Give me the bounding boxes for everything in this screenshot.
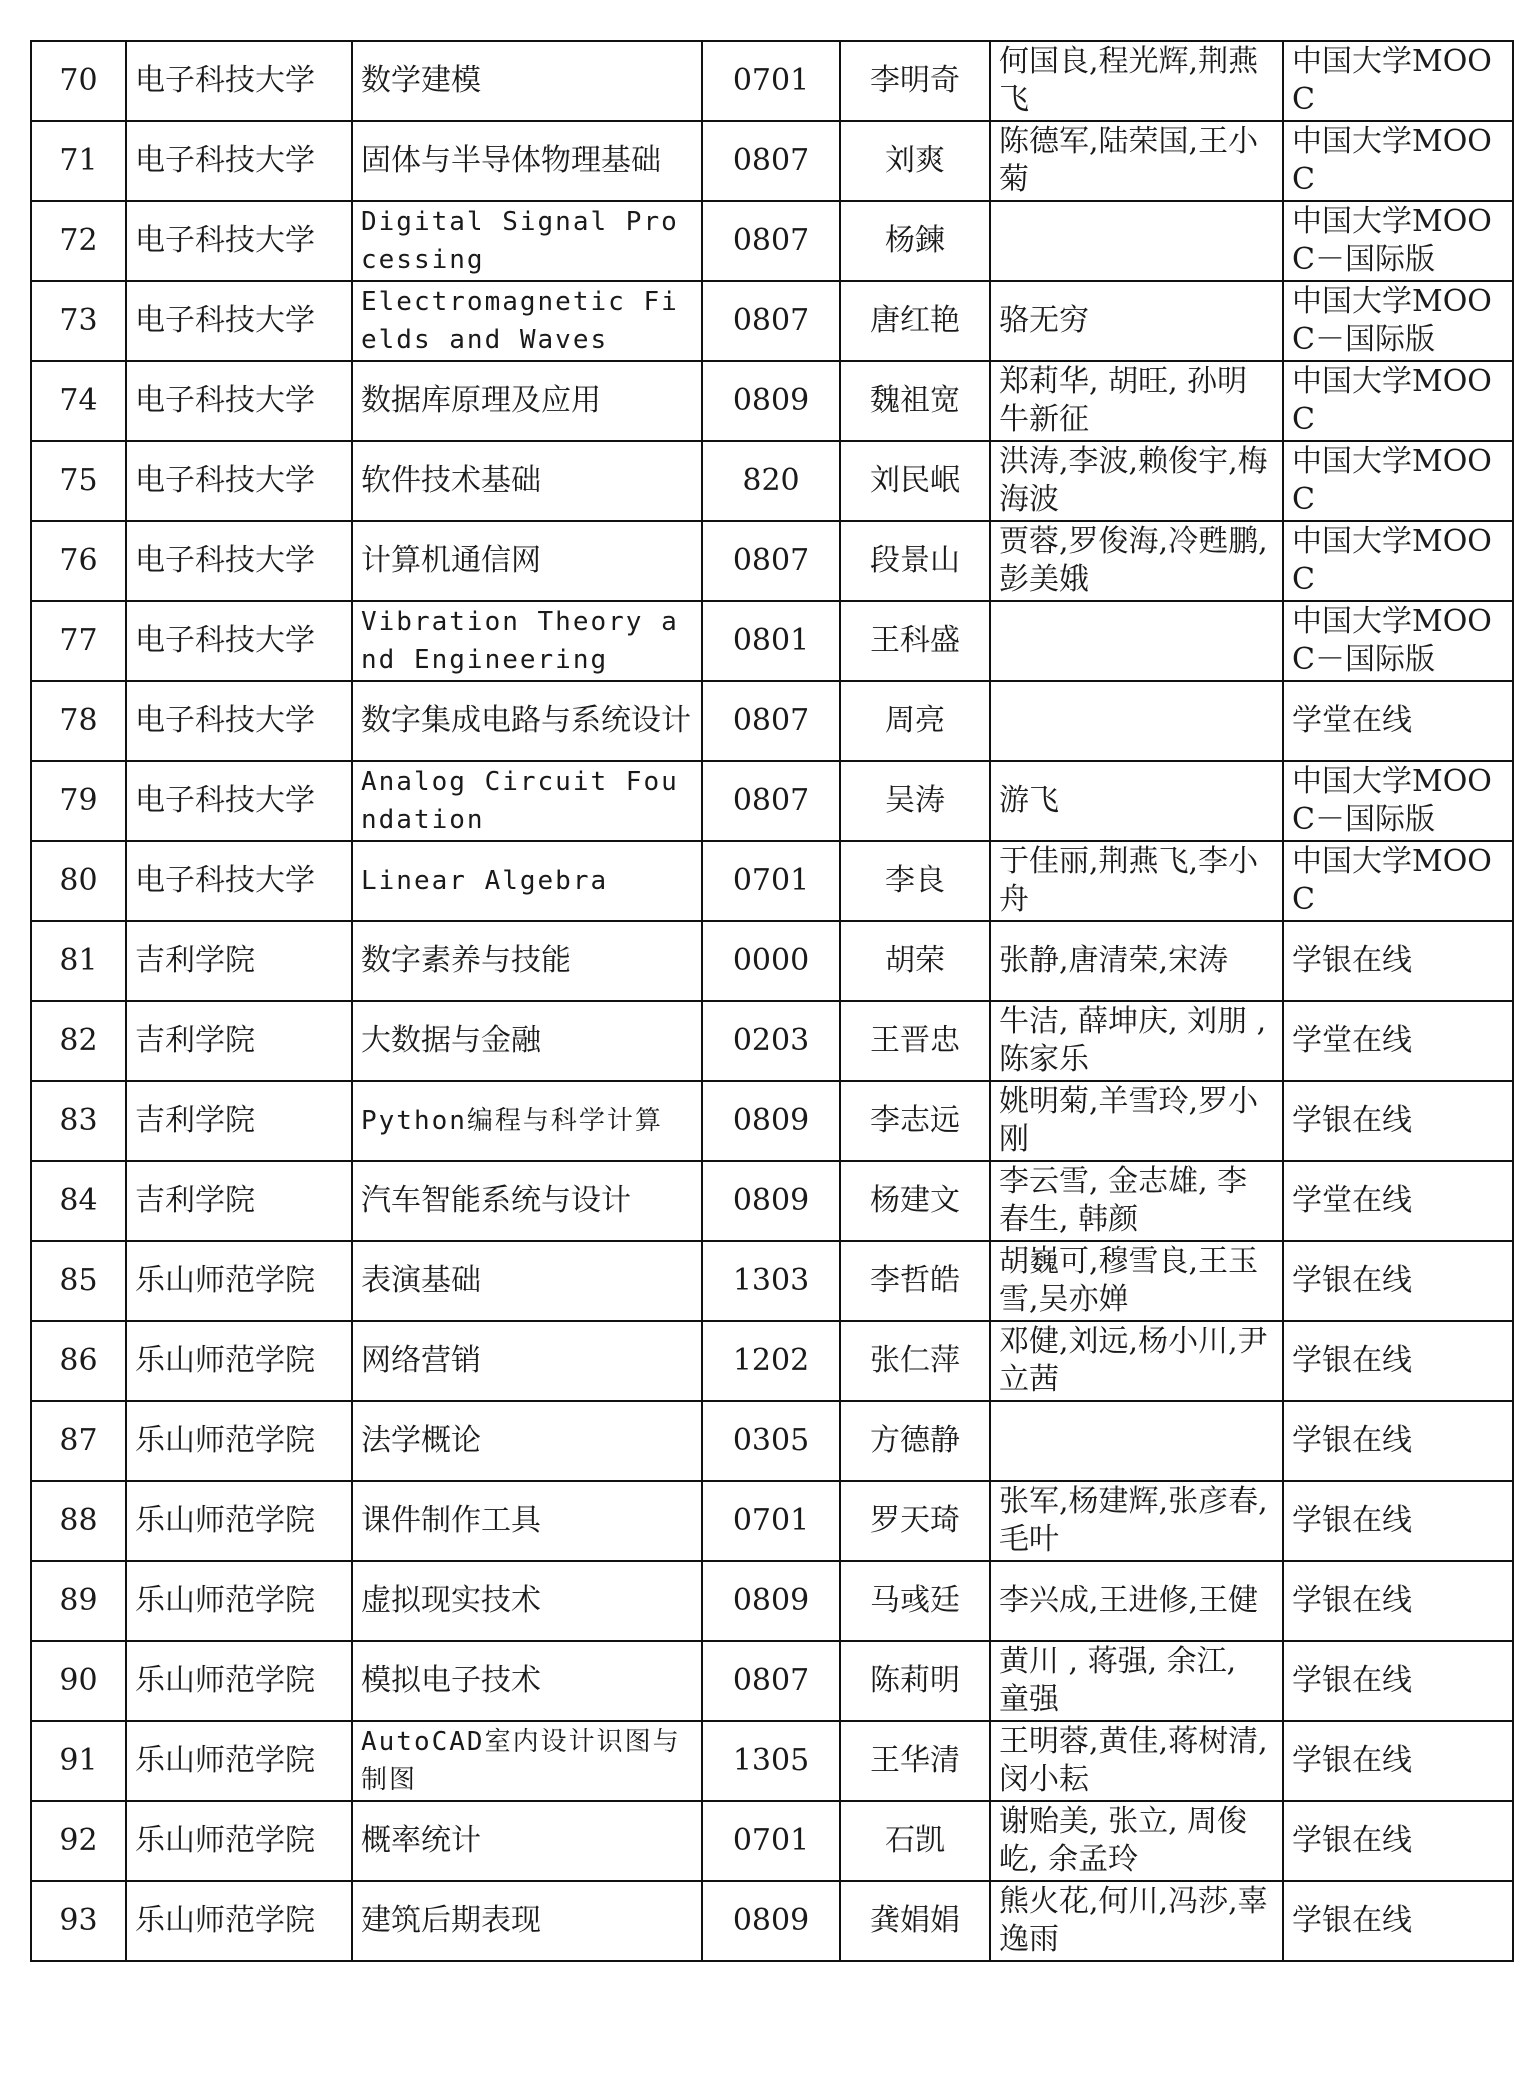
platform-name: 学银在线 <box>1283 1881 1513 1961</box>
subject-code: 0807 <box>702 121 840 201</box>
course-name: 计算机通信网 <box>352 521 702 601</box>
row-number: 89 <box>31 1561 126 1641</box>
team-members <box>990 201 1283 281</box>
school-name: 乐山师范学院 <box>126 1641 352 1721</box>
subject-code: 1305 <box>702 1721 840 1801</box>
team-members: 陈德军,陆荣国,王小菊 <box>990 121 1283 201</box>
course-leader: 龚娟娟 <box>840 1881 990 1961</box>
team-members: 洪涛,李波,赖俊宇,梅海波 <box>990 441 1283 521</box>
subject-code: 0000 <box>702 921 840 1001</box>
course-leader: 李志远 <box>840 1081 990 1161</box>
row-number: 92 <box>31 1801 126 1881</box>
table-row <box>31 921 1513 1001</box>
course-leader: 罗天琦 <box>840 1481 990 1561</box>
platform-name: 学银在线 <box>1283 1561 1513 1641</box>
team-members: 何国良,程光辉,荆燕飞 <box>990 41 1283 121</box>
platform-name: 学银在线 <box>1283 1721 1513 1801</box>
course-name: Digital Signal Processing <box>352 201 702 281</box>
course-name: 模拟电子技术 <box>352 1641 702 1721</box>
subject-code: 0809 <box>702 361 840 441</box>
platform-name: 中国大学MOOC <box>1283 521 1513 601</box>
course-name: 虚拟现实技术 <box>352 1561 702 1641</box>
course-leader: 张仁萍 <box>840 1321 990 1401</box>
team-members: 骆无穷 <box>990 281 1283 361</box>
platform-name: 学银在线 <box>1283 1641 1513 1721</box>
subject-code: 0809 <box>702 1561 840 1641</box>
platform-name: 中国大学MOOC <box>1283 41 1513 121</box>
subject-code: 0809 <box>702 1081 840 1161</box>
team-members: 贾蓉,罗俊海,冷甦鹏,彭美娥 <box>990 521 1283 601</box>
subject-code: 0701 <box>702 41 840 121</box>
team-members: 张静,唐清荣,宋涛 <box>990 921 1283 1001</box>
row-number: 87 <box>31 1401 126 1481</box>
school-name: 乐山师范学院 <box>126 1401 352 1481</box>
platform-name: 学银在线 <box>1283 921 1513 1001</box>
table-row <box>31 1481 1513 1561</box>
course-leader: 杨建文 <box>840 1161 990 1241</box>
subject-code: 0807 <box>702 281 840 361</box>
table-row <box>31 761 1513 841</box>
course-leader: 李良 <box>840 841 990 921</box>
team-members: 牛洁, 薛坤庆, 刘朋 , 陈家乐 <box>990 1001 1283 1081</box>
subject-code: 0305 <box>702 1401 840 1481</box>
platform-name: 学银在线 <box>1283 1321 1513 1401</box>
team-members: 李兴成,王进修,王健 <box>990 1561 1283 1641</box>
platform-name: 中国大学MOOC <box>1283 841 1513 921</box>
school-name: 电子科技大学 <box>126 361 352 441</box>
course-name: 大数据与金融 <box>352 1001 702 1081</box>
platform-name: 学银在线 <box>1283 1401 1513 1481</box>
course-leader: 石凯 <box>840 1801 990 1881</box>
course-leader: 唐红艳 <box>840 281 990 361</box>
course-leader: 胡荣 <box>840 921 990 1001</box>
school-name: 电子科技大学 <box>126 681 352 761</box>
school-name: 电子科技大学 <box>126 601 352 681</box>
subject-code: 0203 <box>702 1001 840 1081</box>
subject-code: 0801 <box>702 601 840 681</box>
team-members: 李云雪, 金志雄, 李春生, 韩颜 <box>990 1161 1283 1241</box>
course-leader: 刘民岷 <box>840 441 990 521</box>
school-name: 乐山师范学院 <box>126 1881 352 1961</box>
course-leader: 周亮 <box>840 681 990 761</box>
platform-name: 中国大学MOOC <box>1283 441 1513 521</box>
team-members <box>990 1401 1283 1481</box>
row-number: 75 <box>31 441 126 521</box>
table-row <box>31 201 1513 281</box>
table-row <box>31 1081 1513 1161</box>
subject-code: 820 <box>702 441 840 521</box>
row-number: 79 <box>31 761 126 841</box>
course-name: Python编程与科学计算 <box>352 1081 702 1161</box>
row-number: 83 <box>31 1081 126 1161</box>
table-body <box>31 41 1513 1961</box>
table-row <box>31 1881 1513 1961</box>
subject-code: 0809 <box>702 1881 840 1961</box>
course-leader: 杨鍊 <box>840 201 990 281</box>
table-row <box>31 41 1513 121</box>
subject-code: 0807 <box>702 1641 840 1721</box>
table-row <box>31 521 1513 601</box>
table-row <box>31 601 1513 681</box>
team-members: 游飞 <box>990 761 1283 841</box>
course-leader: 吴涛 <box>840 761 990 841</box>
row-number: 72 <box>31 201 126 281</box>
table-row <box>31 281 1513 361</box>
row-number: 82 <box>31 1001 126 1081</box>
row-number: 91 <box>31 1721 126 1801</box>
course-leader: 李哲皓 <box>840 1241 990 1321</box>
row-number: 80 <box>31 841 126 921</box>
subject-code: 0807 <box>702 201 840 281</box>
course-leader: 王科盛 <box>840 601 990 681</box>
platform-name: 中国大学MOOC－国际版 <box>1283 201 1513 281</box>
school-name: 电子科技大学 <box>126 201 352 281</box>
team-members: 黄川 , 蒋强, 余江, 童强 <box>990 1641 1283 1721</box>
course-leader: 刘爽 <box>840 121 990 201</box>
course-name: 数据库原理及应用 <box>352 361 702 441</box>
subject-code: 1202 <box>702 1321 840 1401</box>
row-number: 86 <box>31 1321 126 1401</box>
platform-name: 中国大学MOOC <box>1283 121 1513 201</box>
school-name: 吉利学院 <box>126 921 352 1001</box>
row-number: 81 <box>31 921 126 1001</box>
team-members: 邓健,刘远,杨小川,尹立茜 <box>990 1321 1283 1401</box>
table-row <box>31 1721 1513 1801</box>
course-name: Vibration Theory and Engineering <box>352 601 702 681</box>
course-name: 数字素养与技能 <box>352 921 702 1001</box>
course-leader: 李明奇 <box>840 41 990 121</box>
course-name: Linear Algebra <box>352 841 702 921</box>
team-members: 于佳丽,荆燕飞,李小舟 <box>990 841 1283 921</box>
row-number: 73 <box>31 281 126 361</box>
platform-name: 中国大学MOOC－国际版 <box>1283 281 1513 361</box>
platform-name: 中国大学MOOC－国际版 <box>1283 601 1513 681</box>
team-members <box>990 601 1283 681</box>
course-name: 数学建模 <box>352 41 702 121</box>
team-members: 姚明菊,羊雪玲,罗小刚 <box>990 1081 1283 1161</box>
row-number: 76 <box>31 521 126 601</box>
row-number: 78 <box>31 681 126 761</box>
platform-name: 学堂在线 <box>1283 1161 1513 1241</box>
course-name: 建筑后期表现 <box>352 1881 702 1961</box>
subject-code: 0807 <box>702 521 840 601</box>
row-number: 90 <box>31 1641 126 1721</box>
team-members: 谢贻美, 张立, 周俊屹, 余孟玲 <box>990 1801 1283 1881</box>
school-name: 吉利学院 <box>126 1161 352 1241</box>
course-leader: 魏祖宽 <box>840 361 990 441</box>
course-name: 汽车智能系统与设计 <box>352 1161 702 1241</box>
school-name: 乐山师范学院 <box>126 1561 352 1641</box>
table-row <box>31 1401 1513 1481</box>
table-row <box>31 1641 1513 1721</box>
school-name: 电子科技大学 <box>126 441 352 521</box>
school-name: 乐山师范学院 <box>126 1241 352 1321</box>
school-name: 乐山师范学院 <box>126 1481 352 1561</box>
subject-code: 0701 <box>702 1801 840 1881</box>
team-members: 张军,杨建辉,张彦春,毛叶 <box>990 1481 1283 1561</box>
course-name: 网络营销 <box>352 1321 702 1401</box>
table-row <box>31 1001 1513 1081</box>
platform-name: 中国大学MOOC <box>1283 361 1513 441</box>
subject-code: 0807 <box>702 681 840 761</box>
team-members <box>990 681 1283 761</box>
school-name: 乐山师范学院 <box>126 1801 352 1881</box>
table-row <box>31 1801 1513 1881</box>
subject-code: 0807 <box>702 761 840 841</box>
table-row <box>31 361 1513 441</box>
course-name: 法学概论 <box>352 1401 702 1481</box>
table-row <box>31 441 1513 521</box>
table-row <box>31 1241 1513 1321</box>
table-row <box>31 681 1513 761</box>
course-leader: 马彧廷 <box>840 1561 990 1641</box>
platform-name: 中国大学MOOC－国际版 <box>1283 761 1513 841</box>
course-leader: 王晋忠 <box>840 1001 990 1081</box>
course-name: 课件制作工具 <box>352 1481 702 1561</box>
team-members: 王明蓉,黄佳,蒋树清,闵小耘 <box>990 1721 1283 1801</box>
platform-name: 学银在线 <box>1283 1241 1513 1321</box>
course-name: Analog Circuit Foundation <box>352 761 702 841</box>
team-members: 郑莉华, 胡旺, 孙明 牛新征 <box>990 361 1283 441</box>
course-leader: 段景山 <box>840 521 990 601</box>
platform-name: 学银在线 <box>1283 1481 1513 1561</box>
school-name: 电子科技大学 <box>126 281 352 361</box>
row-number: 74 <box>31 361 126 441</box>
course-leader: 陈莉明 <box>840 1641 990 1721</box>
row-number: 88 <box>31 1481 126 1561</box>
platform-name: 学堂在线 <box>1283 681 1513 761</box>
table-row <box>31 121 1513 201</box>
course-leader: 方德静 <box>840 1401 990 1481</box>
subject-code: 0701 <box>702 841 840 921</box>
row-number: 70 <box>31 41 126 121</box>
row-number: 71 <box>31 121 126 201</box>
row-number: 85 <box>31 1241 126 1321</box>
course-leader: 王华清 <box>840 1721 990 1801</box>
platform-name: 学银在线 <box>1283 1801 1513 1881</box>
course-name: AutoCAD室内设计识图与制图 <box>352 1721 702 1801</box>
school-name: 电子科技大学 <box>126 841 352 921</box>
school-name: 乐山师范学院 <box>126 1721 352 1801</box>
course-name: 表演基础 <box>352 1241 702 1321</box>
platform-name: 学银在线 <box>1283 1081 1513 1161</box>
course-name: 固体与半导体物理基础 <box>352 121 702 201</box>
school-name: 吉利学院 <box>126 1081 352 1161</box>
course-name: Electromagnetic Fields and Waves <box>352 281 702 361</box>
platform-name: 学堂在线 <box>1283 1001 1513 1081</box>
course-table <box>30 40 1514 1962</box>
table-row <box>31 1561 1513 1641</box>
course-name: 数字集成电路与系统设计 <box>352 681 702 761</box>
subject-code: 1303 <box>702 1241 840 1321</box>
row-number: 84 <box>31 1161 126 1241</box>
table-row <box>31 841 1513 921</box>
table-row <box>31 1321 1513 1401</box>
row-number: 77 <box>31 601 126 681</box>
team-members: 胡巍可,穆雪良,王玉雪,吴亦婵 <box>990 1241 1283 1321</box>
school-name: 电子科技大学 <box>126 121 352 201</box>
school-name: 吉利学院 <box>126 1001 352 1081</box>
school-name: 电子科技大学 <box>126 521 352 601</box>
school-name: 乐山师范学院 <box>126 1321 352 1401</box>
school-name: 电子科技大学 <box>126 761 352 841</box>
subject-code: 0809 <box>702 1161 840 1241</box>
team-members: 熊火花,何川,冯莎,辜逸雨 <box>990 1881 1283 1961</box>
subject-code: 0701 <box>702 1481 840 1561</box>
table-row <box>31 1161 1513 1241</box>
course-name: 软件技术基础 <box>352 441 702 521</box>
school-name: 电子科技大学 <box>126 41 352 121</box>
row-number: 93 <box>31 1881 126 1961</box>
course-name: 概率统计 <box>352 1801 702 1881</box>
